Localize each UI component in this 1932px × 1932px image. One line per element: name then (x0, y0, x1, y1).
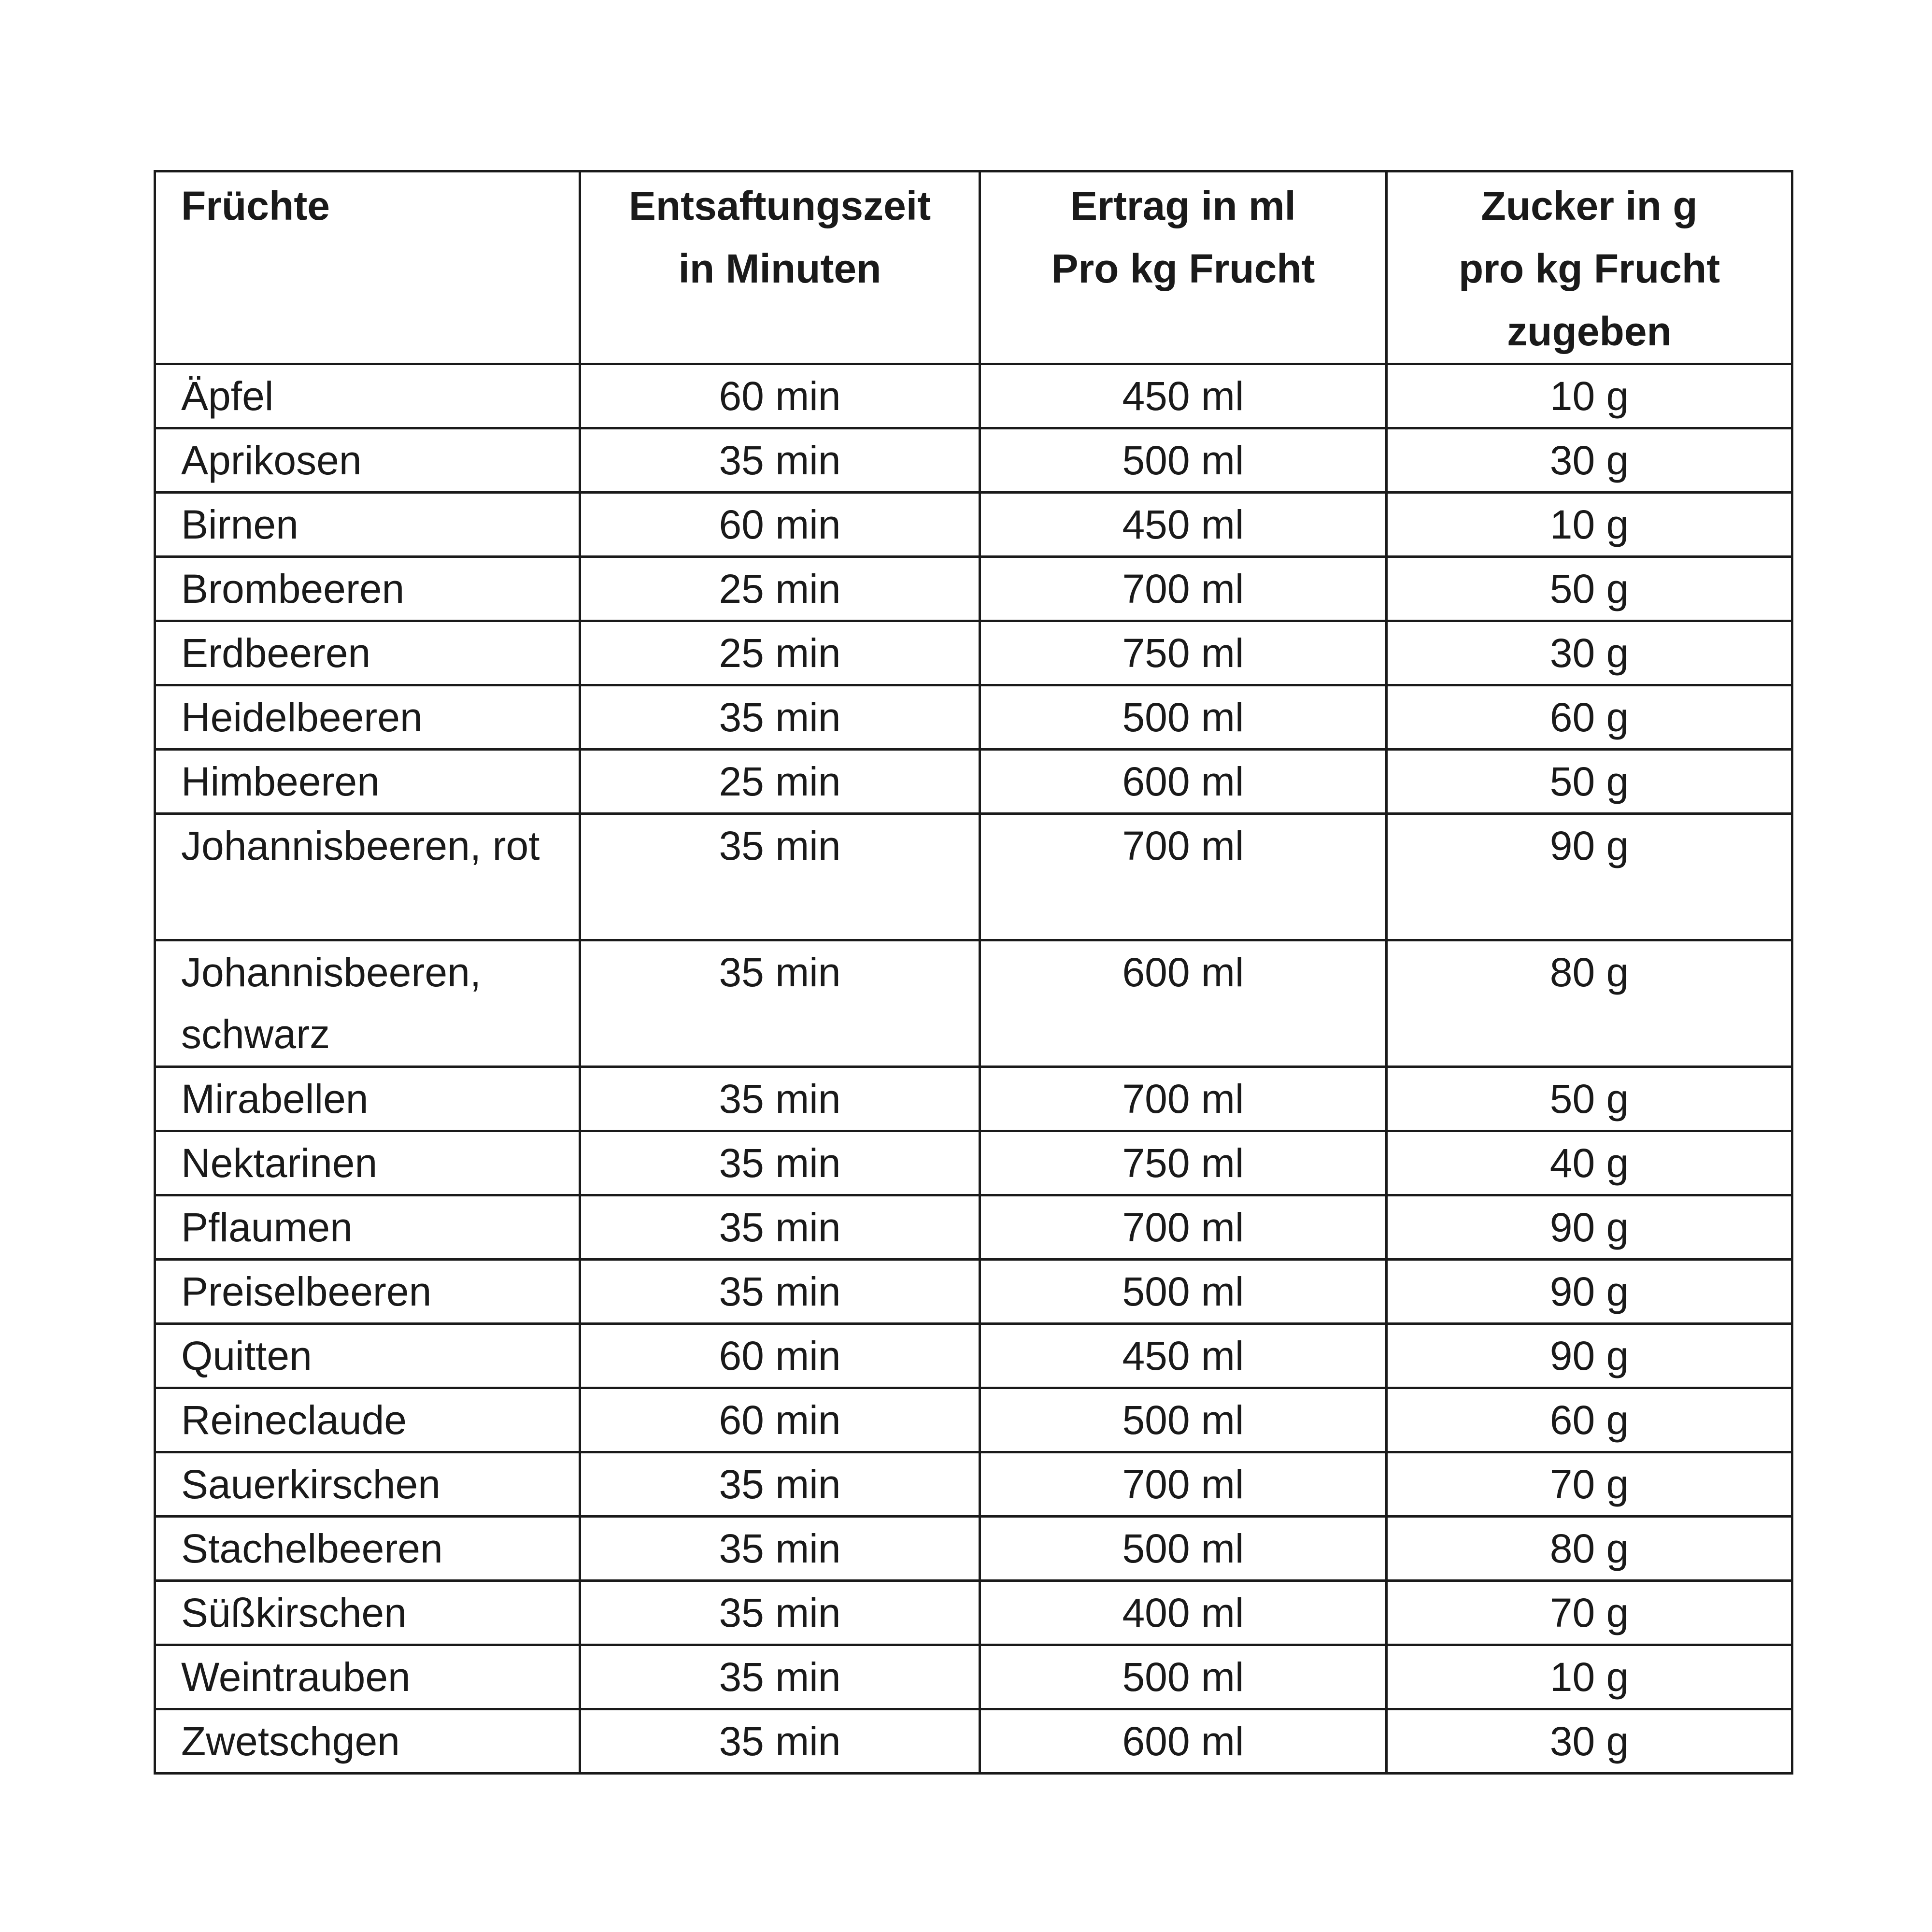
table-row (155, 1645, 1792, 1709)
header-sugar-line-1: Zucker in g (1481, 183, 1698, 228)
cell-yield: 700 ml (980, 1195, 1387, 1260)
table-row (155, 1709, 1792, 1774)
table-row (155, 750, 1792, 814)
cell-time: 60 min (580, 1388, 980, 1452)
cell-fruit: Birnen (155, 493, 580, 557)
table-row (155, 557, 1792, 621)
cell-fruit: Aprikosen (155, 428, 580, 493)
cell-fruit: Preiselbeeren (155, 1260, 580, 1324)
cell-fruit: Erdbeeren (155, 621, 580, 685)
cell-sugar: 70 g (1387, 1581, 1792, 1645)
cell-sugar: 50 g (1387, 750, 1792, 814)
cell-fruit: Süßkirschen (155, 1581, 580, 1645)
cell-time: 35 min (580, 1517, 980, 1581)
cell-sugar: 80 g (1387, 1517, 1792, 1581)
table-row (155, 1260, 1792, 1324)
table-row (155, 1195, 1792, 1260)
cell-time: 35 min (580, 1709, 980, 1774)
cell-yield: 500 ml (980, 1260, 1387, 1324)
juice-yield-table (154, 170, 1793, 1775)
cell-time: 35 min (580, 940, 980, 1067)
cell-yield: 500 ml (980, 1645, 1387, 1709)
cell-yield: 500 ml (980, 1517, 1387, 1581)
cell-time: 35 min (580, 1260, 980, 1324)
cell-time: 35 min (580, 1067, 980, 1131)
cell-sugar: 10 g (1387, 493, 1792, 557)
header-time-line-2: in Minuten (678, 246, 881, 291)
cell-sugar: 10 g (1387, 1645, 1792, 1709)
cell-time: 25 min (580, 621, 980, 685)
cell-fruit: Johannisbeeren, rot (155, 814, 580, 940)
header-sugar-line-3: zugeben (1507, 309, 1672, 354)
cell-fruit: Himbeeren (155, 750, 580, 814)
cell-yield: 400 ml (980, 1581, 1387, 1645)
cell-time: 60 min (580, 493, 980, 557)
header-fruit-label: Früchte (181, 183, 330, 228)
header-sugar (1387, 171, 1792, 364)
table-row (155, 1452, 1792, 1517)
cell-sugar: 30 g (1387, 428, 1792, 493)
cell-sugar: 40 g (1387, 1131, 1792, 1195)
header-fruit (155, 171, 580, 364)
cell-yield: 600 ml (980, 1709, 1387, 1774)
cell-time: 35 min (580, 428, 980, 493)
cell-sugar: 90 g (1387, 1195, 1792, 1260)
table-row (155, 364, 1792, 428)
cell-sugar: 90 g (1387, 814, 1792, 940)
cell-sugar: 90 g (1387, 1324, 1792, 1388)
cell-yield: 750 ml (980, 1131, 1387, 1195)
cell-yield: 700 ml (980, 814, 1387, 940)
cell-sugar: 70 g (1387, 1452, 1792, 1517)
cell-yield: 700 ml (980, 557, 1387, 621)
header-sugar-line-2: pro kg Frucht (1458, 246, 1720, 291)
header-yield (980, 171, 1387, 364)
header-juicing-time (580, 171, 980, 364)
header-time-line-1: Entsaftungszeit (628, 183, 931, 228)
cell-time: 35 min (580, 1452, 980, 1517)
cell-sugar: 80 g (1387, 940, 1792, 1067)
table-row (155, 493, 1792, 557)
table-row (155, 1131, 1792, 1195)
cell-fruit: Nektarinen (155, 1131, 580, 1195)
cell-time: 35 min (580, 1581, 980, 1645)
cell-yield: 600 ml (980, 750, 1387, 814)
cell-yield: 500 ml (980, 1388, 1387, 1452)
table-row (155, 685, 1792, 750)
cell-sugar: 50 g (1387, 1067, 1792, 1131)
cell-fruit: Zwetschgen (155, 1709, 580, 1774)
cell-sugar: 30 g (1387, 621, 1792, 685)
cell-fruit: Brombeeren (155, 557, 580, 621)
header-yield-line-2: Pro kg Frucht (1051, 246, 1315, 291)
cell-time: 35 min (580, 1131, 980, 1195)
cell-fruit: Mirabellen (155, 1067, 580, 1131)
cell-fruit: Heidelbeeren (155, 685, 580, 750)
table-row (155, 940, 1792, 1067)
table-row (155, 621, 1792, 685)
cell-sugar: 60 g (1387, 1388, 1792, 1452)
table-row (155, 428, 1792, 493)
table-row (155, 1388, 1792, 1452)
cell-yield: 500 ml (980, 685, 1387, 750)
cell-yield: 500 ml (980, 428, 1387, 493)
cell-sugar: 30 g (1387, 1709, 1792, 1774)
cell-yield: 700 ml (980, 1067, 1387, 1131)
table-row (155, 814, 1792, 940)
cell-yield: 750 ml (980, 621, 1387, 685)
cell-time: 35 min (580, 814, 980, 940)
cell-fruit: Reineclaude (155, 1388, 580, 1452)
cell-time: 25 min (580, 557, 980, 621)
header-yield-line-1: Ertrag in ml (1070, 183, 1296, 228)
table-header-row (155, 171, 1792, 364)
cell-yield: 600 ml (980, 940, 1387, 1067)
cell-fruit: Stachelbeeren (155, 1517, 580, 1581)
cell-yield: 700 ml (980, 1452, 1387, 1517)
cell-fruit: Pflaumen (155, 1195, 580, 1260)
cell-time: 35 min (580, 685, 980, 750)
table-row (155, 1581, 1792, 1645)
cell-fruit: Quitten (155, 1324, 580, 1388)
cell-fruit: Sauerkirschen (155, 1452, 580, 1517)
cell-fruit: Weintrauben (155, 1645, 580, 1709)
cell-sugar: 10 g (1387, 364, 1792, 428)
cell-yield: 450 ml (980, 1324, 1387, 1388)
cell-fruit: Johannisbeeren, schwarz (155, 940, 580, 1067)
cell-fruit: Äpfel (155, 364, 580, 428)
cell-sugar: 90 g (1387, 1260, 1792, 1324)
cell-time: 35 min (580, 1195, 980, 1260)
cell-sugar: 50 g (1387, 557, 1792, 621)
table-row (155, 1324, 1792, 1388)
table-row (155, 1517, 1792, 1581)
cell-time: 60 min (580, 1324, 980, 1388)
table-row (155, 1067, 1792, 1131)
cell-yield: 450 ml (980, 364, 1387, 428)
cell-yield: 450 ml (980, 493, 1387, 557)
cell-sugar: 60 g (1387, 685, 1792, 750)
cell-time: 60 min (580, 364, 980, 428)
cell-time: 35 min (580, 1645, 980, 1709)
cell-time: 25 min (580, 750, 980, 814)
